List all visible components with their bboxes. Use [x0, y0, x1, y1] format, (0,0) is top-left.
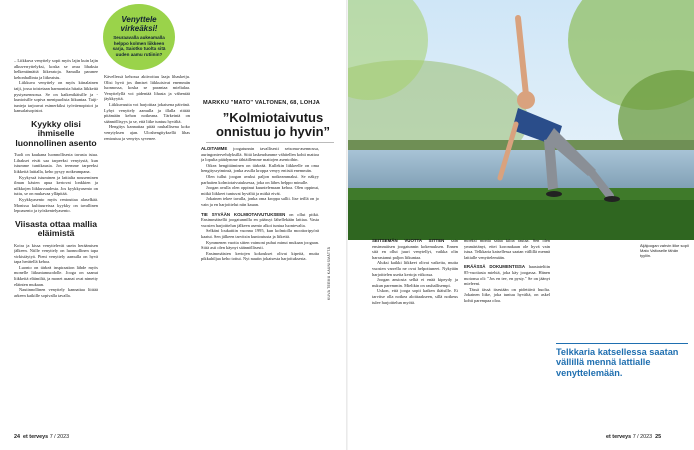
callout-body: Seuraavalla aukeamalla helppo kolmen liikkeen sarja, Saiotko tuolta sitä uuden aamu rutiinin? — [112, 35, 166, 57]
story-column-1 — [201, 146, 319, 430]
divider — [556, 343, 688, 344]
paragraph: Hengitys kannattaa pitää rauhallisena koko venytyksen ajan. Uloshengityksellä lihas rentoutuu ja venytys syvenee. — [104, 124, 190, 141]
folio-left: 24 et terveys 7 / 2023 — [14, 434, 70, 440]
paragraph: Luonto on tärkeä inspiraation lähde myös monelle liikuntamuodolle. Jooga on saanut liikkeitä eläimiltä, ja monet asanat ovat nimetty eläinten mukaan. — [14, 264, 98, 287]
pull-quote: Telkkaria katsellessa saatan vällillä mennä lattialle venyttelemään. — [556, 347, 679, 378]
paragraph: Liikkuva venyttely on myös kiinalainen taiji, jossa toistetaan harmonisia hitaita liikkeitä pystyasennossa. Se on kaikenikäisille ja -kuntoisille sopiva mentpuolista liikuntaa. Taiji-tunteja tarjoavat esimerkiksi työväenopistot ja kansalaisopistot. — [14, 80, 98, 114]
divider — [206, 142, 334, 143]
paragraph: Aluksi kaikki liikkeet olivat vaikeita, mutta vuosien varrella ne ovat helpottuneet. Nykyään harjoittelen useita kertoja viikossa. — [372, 260, 458, 277]
paragraph: Jokainen tekee tavalla, jonka oma kroppa sallii. Itse teillä on jo vain ja en harjoittelut niin kauan. — [201, 196, 319, 207]
paragraph: Selkäni loukattiin vuonna 1995, kun kolmiolla moottoripyörä kaatui. Sen jälkeen tarvitsin kuntoutusta ja liikettä. — [201, 228, 319, 239]
left-column-2 — [104, 74, 190, 430]
paragraph: Liikkuvuutta voi harjoittaa jokaisena päivänä. Lyhyt venyttely aamulla ja illalla riittää pitämään kehon notkeana. Tärkeintä on säännöllisyys ja se, että liike tuntuu hyvältä. — [104, 101, 190, 124]
story-byline: MARKKU "MATO" VALTONEN, 68, LOHJA — [203, 100, 321, 106]
lead-in: ERÄÄSSÄ DOKUMENTISSA — [464, 264, 525, 270]
callout-bubble — [103, 4, 175, 70]
photo-caption: Äijäjoogan vahvin liike sopii Mato Valtoselle tähän tyyliin. — [640, 243, 689, 258]
lead-in: ALOITAMME — [201, 146, 228, 151]
story-column-3 — [464, 238, 550, 348]
paragraph: moeksi monta sataa kiloa rautaa. Sen olen ymmärtänyt, ettei koronakaan ole hyvä vain istua. Telkkaria katsellessa saatan vällillä mennä lattialle venyttelemään. — [464, 238, 550, 260]
paragraph: TIE SYVÄÄN KOLMIOTAIVUTUKSEEN on ollut pitkä. Ensimmäisellä joogatunnilla en päässyt lähellekään lattiaa. Vasta vuosien harjoittelun jälkeen asento alkoi tuntua luontevalta. — [201, 211, 319, 228]
callout-title: Venyttele virkeäksi! — [120, 15, 158, 33]
paragraph: Joogan ansiosta selkä ei enää kipeydy ja nukun paremmin. Mielikin on rauhallisempi. — [372, 277, 458, 288]
paragraph: Nautinnollinen venyttely kannattaa liittää arkeen kaikille sopivalla tavalla. — [14, 287, 98, 298]
subheading: Viisasta ottaa mallia eläimistä — [14, 218, 97, 239]
paragraph: Ensimmäisten kertojen kokoukset olivat kipeitä, mutta pikkuhiljaa keho tottui. Nyt nautin jokaisesta harjoituksesta. — [201, 250, 319, 262]
paragraph: Koira ja kissa venyttelevät usein heräämisen jälkeen. Niille venyttely on luonnollinen tapa virkistäytyä. Pieni venyttely aamulla on hyvä tapa herätellä kehoa. — [14, 242, 98, 265]
yoga-photo-illustration — [348, 0, 694, 240]
paragraph: Tuoli on kaukana luonnollisesta tavasta istua. Lihakset eivät saa tarpeeksi venytystä, kun istumme tuntikausia. Jos teemme tarpeeksi liikkeitä lattialla, keho pysyy notkeampana. — [14, 152, 98, 174]
story-column-2 — [372, 238, 458, 430]
lead-in: SEITSEMÄN VUOTTA SITTEN — [372, 238, 445, 243]
paragraph: Kyykkyasento myös rentouttaa alaselkää. Monissa kulttuureissa kyykky on tavallinen lepoasento ja työskentelyasento. — [14, 196, 98, 214]
paragraph: Olen tullut joogan avuksi paljon notkeammaksi. Se näkyy parhaiten kolmiotaivutuksessa, joka on lähes helppo minulle. — [201, 173, 319, 185]
hero-photo — [348, 0, 694, 240]
subheading: Kyykky olisi ihmiselle luonnollinen asento — [15, 118, 97, 148]
story-title: ”Kolmiotaivutus onnistuu jo hyvin” — [215, 110, 331, 139]
photo-credit: KUVA TEEMU KAUNISMÄTTÄ — [327, 246, 331, 300]
paragraph: Joogan avulla olen oppinut kuuntelemaan kehoa. Olen oppinut, mitkä liikkeet tuntuvat hyvältä ja mitkä eivät. — [201, 185, 319, 196]
paragraph: ALOITAMME joogatunnin tavallisesti seisoma-asennossa, auringontervehdyksillä. Siitä laskeudumme vähitellen kohti mattoa ja lopulta päädymme tähtäillemme mattojen asentoihin. — [201, 146, 319, 163]
lead-in: TIE SYVÄÄN KOLMIOTAIVUTUKSEEN — [201, 211, 286, 217]
paragraph: Oikea hengittäminen on tärkeää. Kullekin liikkeelle on oma hengitysrytminsä, jonka avulla kroppa venyy entistä enemmän. — [201, 162, 319, 174]
paragraph: ERÄÄSSÄ DOKUMENTISSA haastateltiin 85-vuotiasta miehiä, joka käy joogassa. Hänen motonsa oli: "Jos en tee, en pysty." Se on jäänyt mieleeni. — [464, 264, 550, 287]
paragraph: Kymmenen vuotta sitten vaimoni puhui minut mukaan joogaan. Siitä asti olen käynyt säännöllisesti. — [201, 239, 319, 251]
left-column-1 — [14, 58, 98, 430]
paragraph: Tässä iässä itsestään on pidettävä huolta. Jokainen liike, joka tuntuu hyvältä, on askel kohti parempaa oloa. — [464, 286, 550, 303]
paragraph: – Liikkuva venyttely sopii myös lajin kuin lajin alkuverryttelyksi, koska se avaa lihaksia helkentämättä liikeratoja. Samalla paranee kehonhallinta ja liikeaistu. — [14, 58, 98, 80]
paragraph: Kävellessä kehossa aktivoituu laaja lihasketju. Olisi hyvä jos ihmiset liikkuisivat enemmän luonnossa, koska se parantaa mielialaa. Venyttelyllä voi pidentää lihasta ja vähentää jäykkyyttä. — [104, 74, 190, 102]
paragraph: Uskon, että jooga sopii kaiken ikäisille. Ei tarvitse olla notkea aloittaakseen, sillä notkeus tulee harjoittelun myötä. — [372, 288, 458, 305]
paragraph: Kyykyssä istuminen ja lattialta nouseminen ilman käsien apua kertovat lonkkien ja nilkkojen liikkuvuudesta. Jos kyykkyasento on tuttu, se on mukavaa ylläpitää. — [14, 174, 98, 197]
paragraph: SEITSEMÄN VUOTTA SITTEN sain ensimmäisen joogatunnin kokemuksen. Ennen sitä en ollut juuri venytellyt, vaikka olin harrastanut paljon liikuntaa. — [372, 238, 458, 260]
folio-right: et terveys 7 / 2023 25 — [606, 434, 662, 440]
